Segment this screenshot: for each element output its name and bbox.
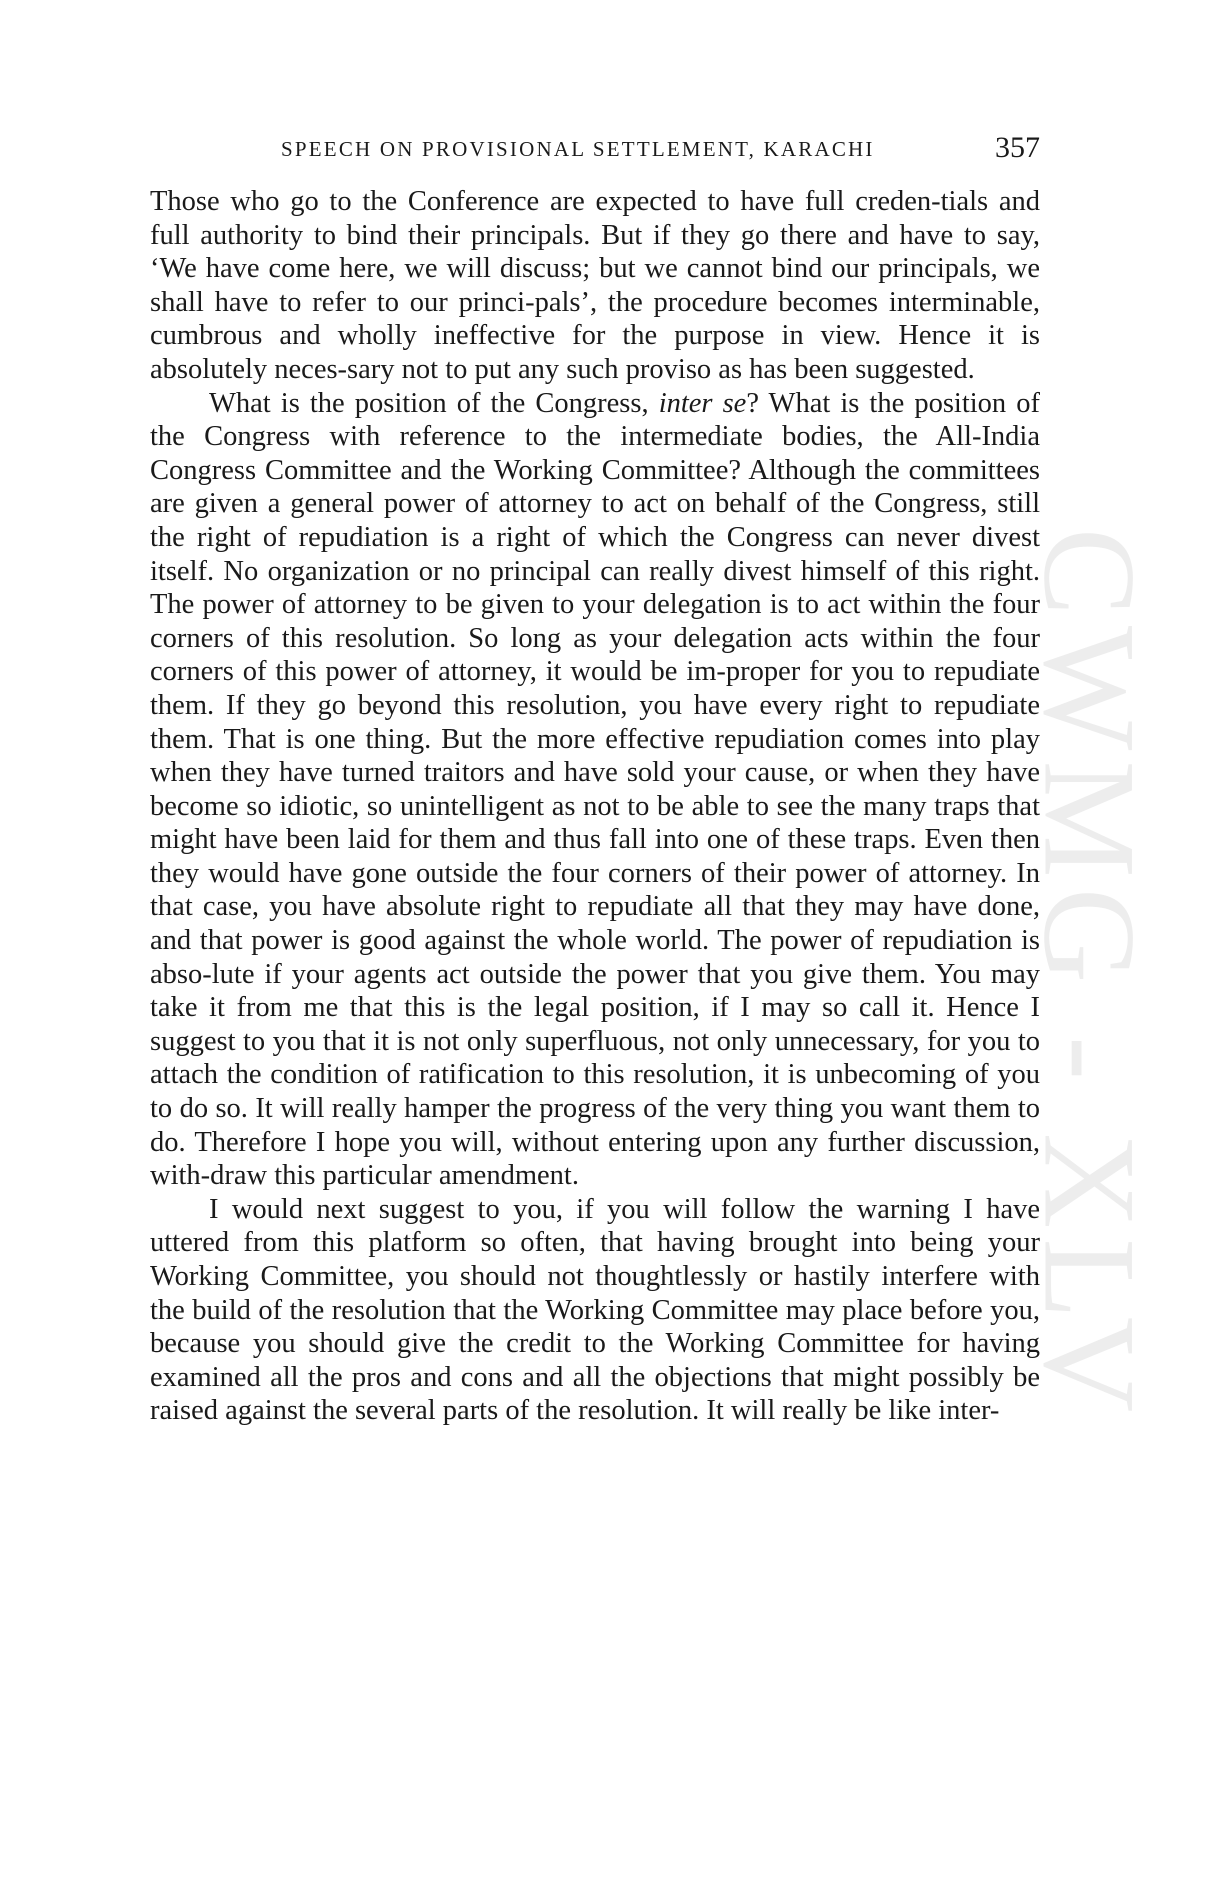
paragraph-3-text: I would next suggest to you, if you will follow the warning I have uttered from this platform so often, that having brought into being your Working Committee, you should not thoughtlessly or hastily interfere with the build of the resolution that the Working Committee may place before you, because you should give the credit to the Working Committee for having examined all the pros and cons and all the objections that might possibly be raised against the several parts of the resolution. It will really be like inter- (150, 1193, 1040, 1427)
paragraph-1 (150, 185, 1040, 387)
paragraph-3 (150, 1193, 1040, 1428)
paragraph-1-text: Those who go to the Conference are expected to have full creden-tials and full authority to bind their principals. But if they go there and have to say, ‘We have come here, we will discuss; but we cannot bind our principals, we shall have to refer to our princi-pals’, the procedure becomes interminable, cumbrous and wholly ineffective for the purpose in view. Hence it is absolutely neces-sary not to put any such proviso as has been suggested. (150, 186, 1040, 385)
running-head (150, 131, 1040, 167)
paragraph-2-text-start: What is the position of the Congress, (209, 387, 659, 419)
running-title: SPEECH ON PROVISIONAL SETTLEMENT, KARACHI (281, 137, 875, 161)
watermark-text: CWMG - XLV (1016, 527, 1164, 1423)
paragraph-2-text-end: ? What is the position of the Congress with reference to the intermediate bodies, the All-India Congress Committee and the Working Committee? Although the committees are given a general power of attorney to act on behalf of the Congress, still the right of repudiation is a right of which the Congress can never divest itself. No organization or no principal can really divest himself of this right. The power of attorney to be given to your delegation is to act within the four corners of this resolution. So long as your delegation acts within the four corners of this power of attorney, it would be im-proper for you to repudiate them. If they go beyond this resolution, you have every right to repudiate them. That is one thing. But the more effective repudiation comes into play when they have turned traitors and have sold your cause, or when they have become so idiotic, so unintelligent as not to be able to see the many traps that might have been laid for them and thus fall into one of these traps. Even then they would have gone outside the four corners of their power of attorney. In that case, you have absolute right to repudiate all that they may have done, and that power is good against the whole world. The power of repudiation is abso-lute if your agents act outside the power that you give them. You may take it from me that this is the legal position, if I may so call it. Hence I suggest to you that it is not only superfluous, not only unnecessary, for you to attach the condition of ratification to this resolution, it is unbecoming of you to do so. It will really hamper the progress of the very thing you want them to do. Therefore I hope you will, without entering upon any further discussion, with-draw this particular amendment. (150, 387, 1040, 1192)
body-text (150, 185, 1040, 1428)
page-number: 357 (995, 131, 1040, 164)
paragraph-2-italic-phrase: inter se (658, 387, 747, 419)
paragraph-2 (150, 387, 1040, 1193)
